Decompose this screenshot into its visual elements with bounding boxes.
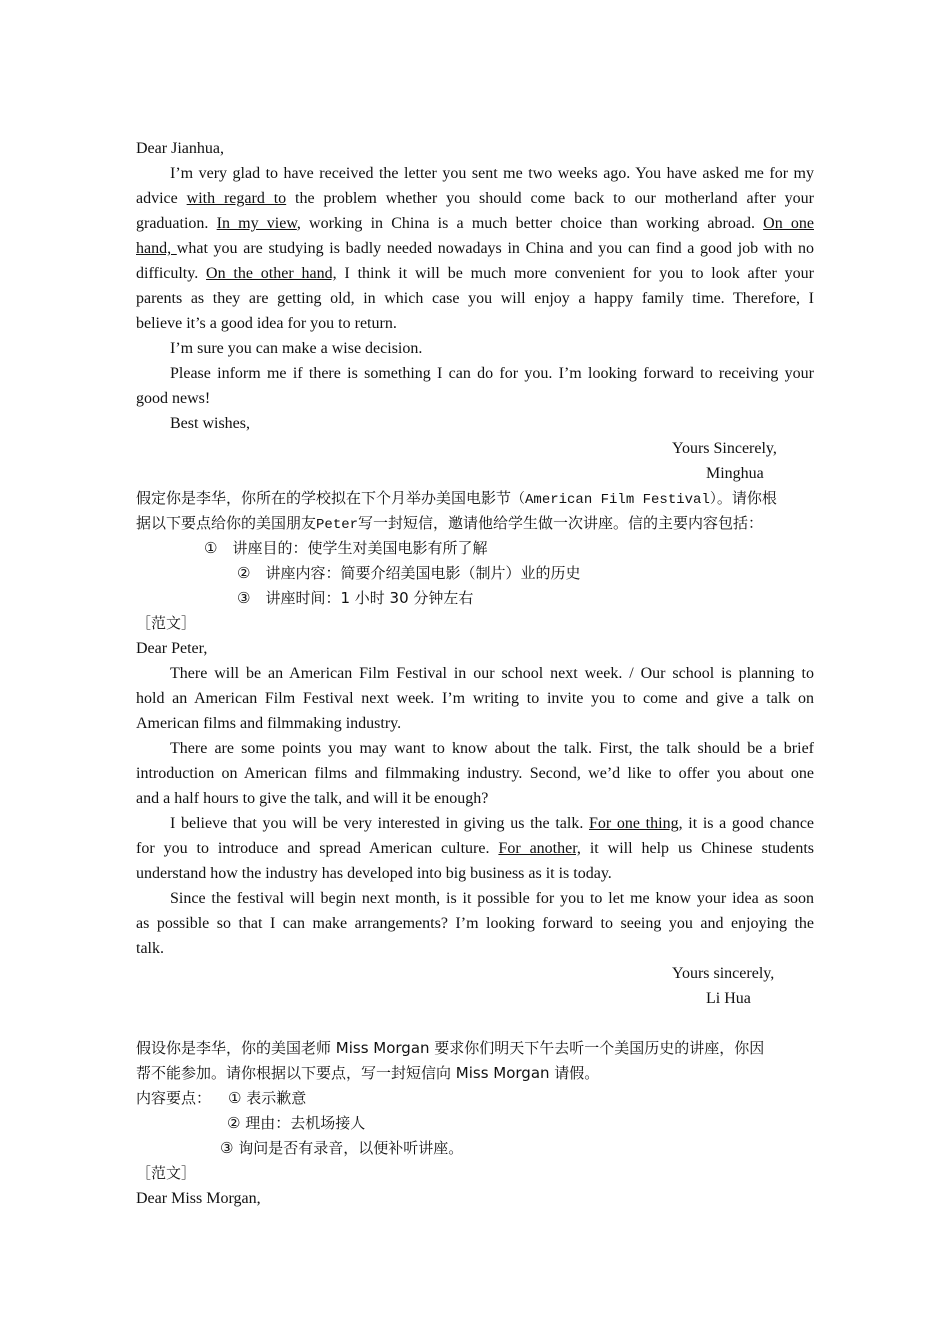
text-line: [136, 211, 814, 236]
text-line: [136, 161, 814, 186]
task1-point-2: ② 讲座内容：简要介绍美国电影（制片）业的历史: [237, 564, 581, 582]
text-line: [136, 836, 814, 861]
task1-text: 假定你是李华，你所在的学校拟在下个月举办美国电影节: [136, 489, 512, 507]
letter2-paragraph-3: [136, 811, 814, 886]
task1-english-name: Peter: [316, 517, 359, 533]
letter2-sign-closing: Yours sincerely,: [672, 965, 775, 982]
text-line: [136, 811, 814, 836]
text-segment: understand how the industry has developed into big business as it is today.: [136, 865, 612, 882]
underlined-phrase: For one thing,: [589, 815, 683, 832]
letter2-paragraph-1: [136, 661, 814, 736]
text-line: and a half hours to give the talk, and will it be enough?: [136, 790, 489, 807]
text-segment: I think it will be much more convenient for you to look after your: [336, 265, 815, 282]
letter3-salutation: Dear Miss Morgan,: [136, 1190, 261, 1207]
text-line: Since the festival will begin next month, is it possible for you to let me know your idea as soon: [170, 890, 814, 907]
task1-prompt-line-2: [136, 511, 814, 536]
text-line: American films and filmmaking industry.: [136, 715, 402, 732]
letter1-closing: Best wishes,: [170, 415, 250, 432]
text-line: as possible so that I can make arrangements? I’m looking forward to seeing you and enjoying the: [136, 915, 814, 932]
task2-point-1: ① 表示歉意: [228, 1089, 307, 1107]
letter2-sign-name: Li Hua: [706, 990, 751, 1007]
underlined-phrase: with regard to: [186, 190, 287, 207]
text-line: There are some points you may want to know about the talk. First, the talk should be a brief: [170, 740, 814, 757]
letter1-sign-name: Minghua: [706, 465, 764, 482]
letter1-salutation: Dear Jianhua,: [136, 140, 224, 157]
text-line: [136, 861, 814, 886]
document-page: [136, 136, 814, 1211]
underlined-phrase: In my view: [216, 215, 297, 232]
text-segment: for you to introduce and spread American culture.: [136, 840, 499, 857]
task2-point-3: ③ 询问是否有录音，以便补听讲座。: [220, 1139, 464, 1157]
text-segment: advice: [136, 190, 187, 207]
letter2-paragraph-4: [136, 886, 814, 961]
text-segment: I’m very glad to have received the letter you sent me two weeks ago. You have asked me for my: [170, 165, 814, 182]
text-segment: believe it’s a good idea for you to return.: [136, 315, 397, 332]
letter1-paragraph-1: [136, 161, 814, 336]
text-line: [136, 261, 814, 286]
text-line: [136, 236, 814, 261]
task1-text: 据以下要点给你的美国朋友: [136, 514, 317, 532]
underlined-phrase: On the other hand,: [206, 265, 337, 282]
task2-point-2: ② 理由：去机场接人: [227, 1114, 366, 1132]
letter1-paragraph-3-line-1: Please inform me if there is something I can do for you. I’m looking forward to receiving your: [170, 365, 814, 382]
task2-sample-label: ［范文］: [136, 1164, 197, 1182]
text-line: hold an American Film Festival next week. I’m writing to invite you to come and give a talk on: [136, 690, 814, 707]
text-line: talk.: [136, 940, 164, 957]
text-segment: it will help us Chinese students: [580, 840, 815, 857]
letter1-sign-closing: Yours Sincerely,: [672, 440, 777, 457]
task1-sample-label: ［范文］: [136, 614, 197, 632]
text-segment: parents as they are getting old, in which case you will enjoy a happy family time. Therefore, I: [136, 290, 814, 307]
task1-text: 写一封短信，邀请他给学生做一次讲座。信的主要内容包括：: [358, 514, 764, 532]
task2-points-row-1: [136, 1086, 814, 1111]
text-segment: what you are studying is badly needed nowadays in China and you can find a good job with no: [176, 240, 814, 257]
task2-prompt-line-1: 假设你是李华，你的美国老师 Miss Morgan 要求你们明天下午去听一个美国历史的讲座，你因: [136, 1039, 765, 1057]
letter1-paragraph-2: I’m sure you can make a wise decision.: [170, 340, 423, 357]
letter2-paragraph-2: [136, 736, 814, 811]
letter2-salutation: Dear Peter,: [136, 640, 208, 657]
task2-prompt-line-2: 帮不能参加。请你根据以下要点，写一封短信向 Miss Morgan 请假。: [136, 1064, 600, 1082]
underlined-phrase: hand,: [136, 240, 177, 257]
underlined-phrase: For another,: [498, 840, 581, 857]
text-line: There will be an American Film Festival in our school next week. / Our school is planning to: [170, 665, 814, 682]
task1-point-1: ① 讲座目的：使学生对美国电影有所了解: [204, 539, 488, 557]
text-line: [136, 311, 814, 336]
text-segment: , working in China is a much better choice than working abroad.: [296, 215, 764, 232]
text-segment: the problem whether you should come back to our motherland after your: [286, 190, 815, 207]
task1-text: 。请你根: [716, 489, 777, 507]
spacer: [136, 1011, 814, 1036]
task1-point-3: ③ 讲座时间：1 小时 30 分钟左右: [237, 589, 474, 607]
text-segment: difficulty.: [136, 265, 207, 282]
text-segment: graduation.: [136, 215, 217, 232]
text-segment: I believe that you will be very interested in giving us the talk.: [170, 815, 589, 832]
task1-prompt-line-1: [136, 486, 814, 511]
text-line: introduction on American films and filmmaking industry. Second, we’d like to offer you about one: [136, 765, 814, 782]
text-line: [136, 286, 814, 311]
text-segment: it is a good chance: [682, 815, 815, 832]
letter1-paragraph-3-line-2: good news!: [136, 390, 211, 407]
underlined-phrase: On one: [763, 215, 814, 232]
text-line: [136, 186, 814, 211]
task1-english-term: （American Film Festival）: [511, 492, 717, 508]
task2-points-label: 内容要点：: [136, 1089, 212, 1107]
